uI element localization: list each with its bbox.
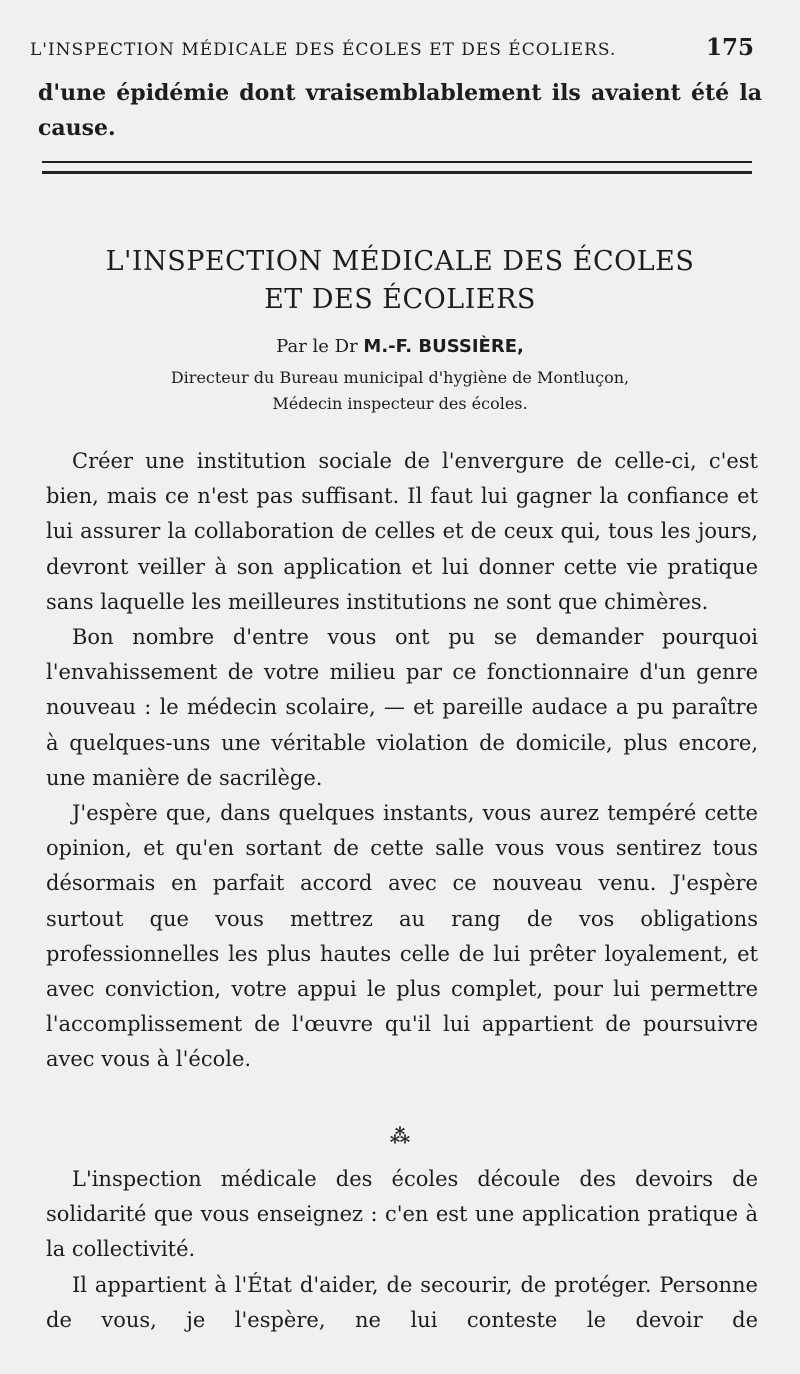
article-title-line-2: ET DES ÉCOLIERS xyxy=(264,284,536,315)
previous-article-end xyxy=(38,76,762,146)
section-rule-thin xyxy=(42,161,752,163)
paragraph-4: L'inspection médicale des écoles découle des devoirs de solidarité que vous enseignez : c'en est une application pratique à la collectivité. xyxy=(46,1167,758,1262)
paragraph-3: J'espère que, dans quelques instants, vous aurez tempéré cette opinion, et qu'en sortant de cette salle vous vous sentirez tous désormais en parfait accord avec ce nouveau venu. J'espère surtout que vous mettrez au rang de vos obligations professionnelles les plus hautes celle de lui prêter loyalement, et avec conviction, votre appui le plus complet, pour lui permettre l'accomplissement de l'œuvre qu'il lui appartient de poursuivre avec vous à l'école. xyxy=(46,801,758,1072)
asterism: ⁂ xyxy=(389,1124,411,1148)
byline xyxy=(0,336,800,357)
running-header xyxy=(30,34,754,66)
previous-text-line-2: cause. xyxy=(38,114,116,141)
page-number: 175 xyxy=(705,34,754,61)
paragraph-5: Il appartient à l'État d'aider, de secourir, de protéger. Personne de vous, je l'espère, ne lui conteste le devoir de xyxy=(46,1272,758,1332)
section-rule-thick xyxy=(42,171,752,174)
paragraph-2: Bon nombre d'entre vous ont pu se demander pourquoi l'envahissement de votre milieu par ce fonctionnaire d'un genre nouveau : le médecin scolaire, — et pareille audace a pu paraître à quelques-uns une véritable violation de domicile, plus encore, une manière de sacrilège. xyxy=(46,625,758,790)
affiliation-line-2: Médecin inspecteur des écoles. xyxy=(272,394,528,413)
byline-prefix: Par le Dr xyxy=(276,336,358,357)
article-body xyxy=(46,444,758,1078)
paragraph-1: Créer une institution sociale de l'envergure de celle-ci, c'est bien, mais ce n'est pas suffisant. Il faut lui gagner la confiance et lui assurer la collaboration de celles et de ceux qui, tous les jours, devront veiller à son application et lui donner cette vie pratique sans laquelle les meilleures institutions ne sont que chimères. xyxy=(46,449,758,614)
running-title: L'INSPECTION MÉDICALE DES ÉCOLES ET DES ÉCOLIERS. xyxy=(30,40,617,60)
author-name: M.-F. BUSSIÈRE, xyxy=(363,336,524,357)
article-title-line-1: L'INSPECTION MÉDICALE DES ÉCOLES xyxy=(105,246,695,277)
article-body-continued xyxy=(46,1162,758,1338)
affiliation-line-1: Directeur du Bureau municipal d'hygiène de Montluçon, xyxy=(170,368,630,387)
previous-text-line-1: d'une épidémie dont vraisemblablement ils avaient été la xyxy=(38,80,762,106)
